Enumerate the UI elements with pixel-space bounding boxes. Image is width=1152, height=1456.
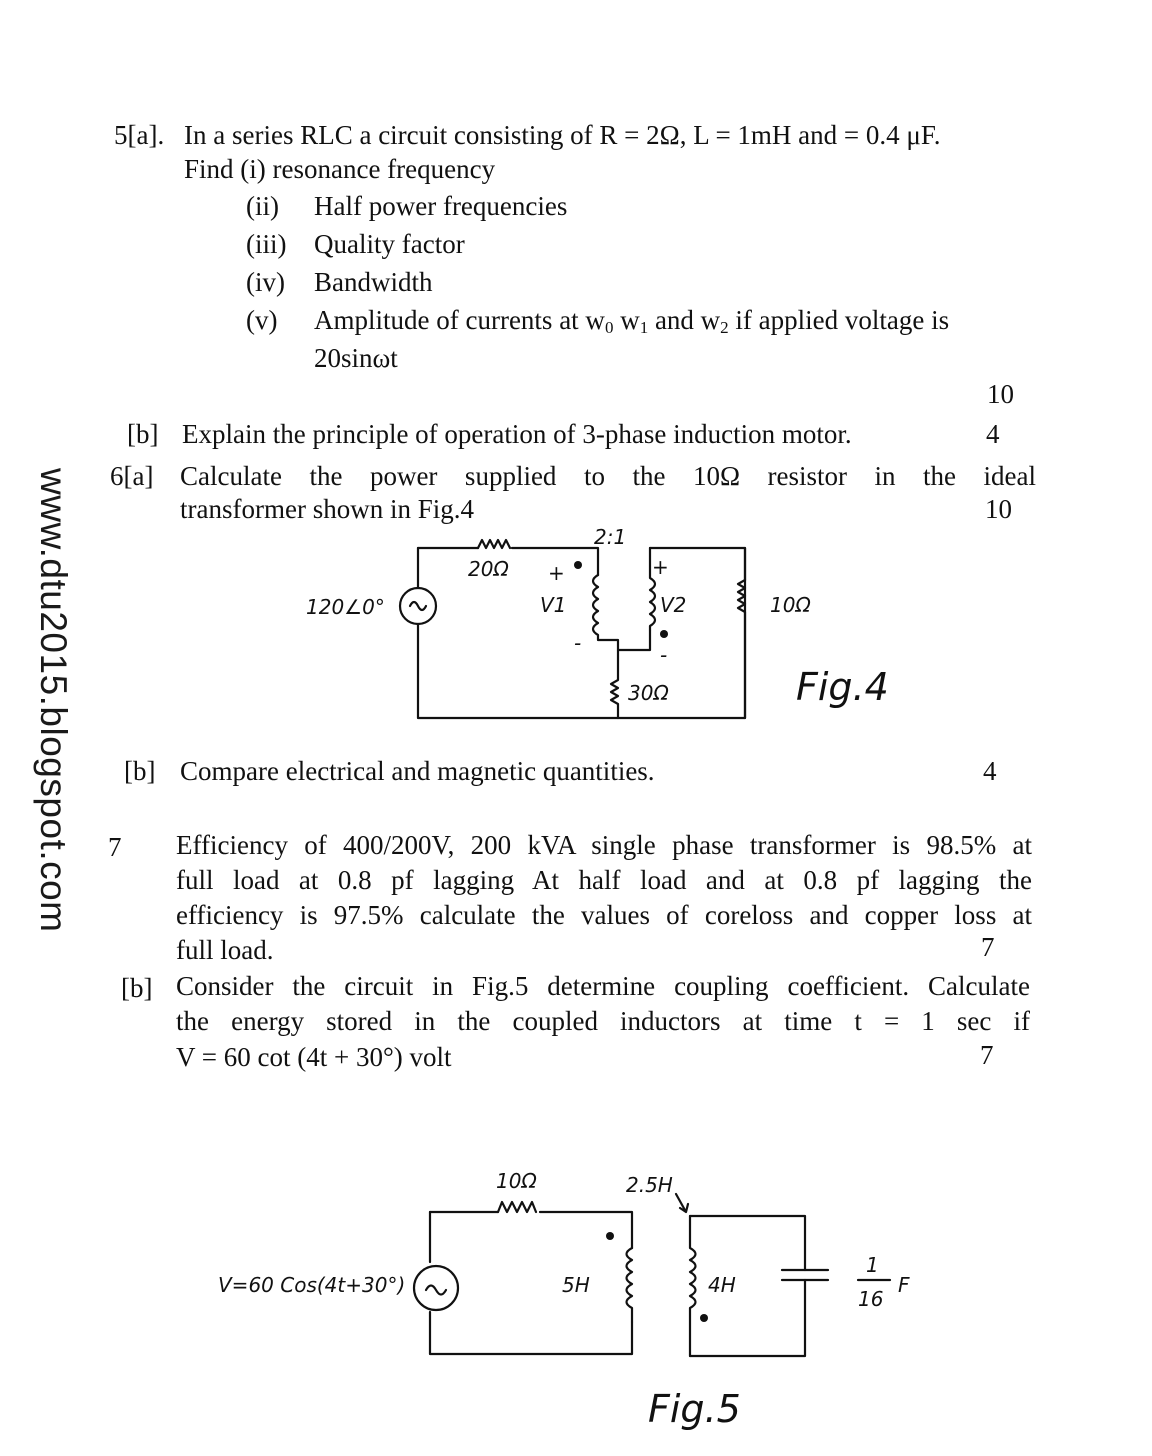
q7b-line3: V = 60 cot (4t + 30°) volt (176, 1042, 452, 1072)
q5-item-v-text: Amplitude of currents at $w_0$ $w_1$ and $w_2$ if applied voltage is (314, 305, 950, 337)
fig5-l2-label: 4H (708, 1273, 736, 1297)
fig4-plus1: + (548, 561, 565, 585)
fig4-r2-label: 10Ω (770, 593, 811, 617)
fig4-v2: V2 (660, 593, 687, 617)
fig4-r3-label: 30Ω (628, 681, 669, 705)
q7-line1: Efficiency of 400/200V, 200 kVA single phase transformer is 98.5% at (176, 830, 1032, 860)
q5b-marks: 4 (986, 419, 1000, 449)
fig4-v1: V1 (540, 593, 567, 617)
q7-line3: efficiency is 97.5% calculate the values of coreloss and copper loss at (176, 900, 1032, 930)
fig5-cap-den: 16 (858, 1287, 884, 1311)
q5-line2: Find (i) resonance frequency (184, 154, 496, 184)
fig4-caption: Fig.4 (796, 665, 889, 709)
q5-line1: In a series RLC a circuit consisting of R = 2Ω, L = 1mH and = 0.4 μF. (184, 120, 941, 150)
q7b-label: [b] (121, 973, 153, 1003)
q6-line2: transformer shown in Fig.4 (180, 494, 474, 524)
fig5-caption: Fig.5 (648, 1387, 741, 1431)
watermark: www.dtu2015.blogspot.com (33, 468, 74, 933)
q6b-label: [b] (124, 756, 156, 786)
fig5-capacitor (782, 1270, 828, 1280)
q5b-label: [b] (127, 419, 159, 449)
q5-item-iii-text: Quality factor (314, 229, 465, 259)
q6-line1: Calculate the power supplied to the 10Ω resistor in the ideal (180, 461, 1036, 491)
fig5-wire-left (430, 1212, 632, 1354)
q7b-line2: the energy stored in the coupled inductors at time t = 1 sec if (176, 1006, 1030, 1036)
q7-line2: full load at 0.8 pf lagging At half load and at 0.8 pf lagging the (176, 865, 1032, 895)
fig5-coil-4h (690, 1216, 696, 1356)
fig5-mutual-label: 2.5H (626, 1173, 673, 1197)
q5b-text: Explain the principle of operation of 3-phase induction motor. (182, 419, 852, 449)
fig5-coil-5h (627, 1248, 633, 1322)
q5-item-v-line2: 20sinωt (314, 343, 398, 373)
q5-label: 5[a]. (114, 120, 165, 150)
fig5-dot-secondary (700, 1314, 708, 1322)
fig4-r1-label: 20Ω (468, 557, 509, 581)
fig5-dot-primary (606, 1232, 614, 1240)
fig5-wire-top-left (430, 1212, 632, 1248)
q5-marks: 10 (987, 379, 1014, 409)
fig5-cap-unit: F (898, 1273, 910, 1297)
q5-item-ii-text: Half power frequencies (314, 191, 568, 221)
fig5-r1-label: 10Ω (496, 1169, 537, 1193)
q7b-marks: 7 (980, 1040, 994, 1070)
fig4-ratio-label: 2:1 (594, 525, 627, 549)
fig5-resistor-10 (498, 1202, 536, 1212)
q5-item-iii-num: (iii) (246, 229, 287, 259)
fig4-plus2: + (652, 555, 669, 579)
fig4-minus2: - (660, 643, 668, 667)
q5-item-iv-text: Bandwidth (314, 267, 433, 297)
q7-marks: 7 (981, 932, 995, 962)
fig4-minus1: - (574, 631, 582, 655)
q7-line4: full load. (176, 935, 274, 965)
fig5-source-label: V=60 Cos(4t+30°) (218, 1273, 406, 1297)
fig5-source-symbol (426, 1286, 446, 1295)
q5-item-ii-num: (ii) (246, 191, 279, 221)
q6b-marks: 4 (983, 756, 997, 786)
q5-item-iv-num: (iv) (246, 267, 285, 297)
q6-marks: 10 (985, 494, 1012, 524)
fig5-l1-label: 5H (562, 1273, 590, 1297)
fig4-source-label: 120∠0° (306, 595, 385, 619)
q6b-text: Compare electrical and magnetic quantities. (180, 756, 655, 786)
q7-label: 7 (108, 832, 122, 862)
q7b-line1: Consider the circuit in Fig.5 determine coupling coefficient. Calculate (176, 971, 1030, 1001)
q5-item-v-num: (v) (246, 305, 278, 335)
q6-label: 6[a] (110, 461, 154, 491)
fig5-mutual-arrow (676, 1194, 688, 1212)
fig5-cap-num: 1 (866, 1253, 879, 1277)
